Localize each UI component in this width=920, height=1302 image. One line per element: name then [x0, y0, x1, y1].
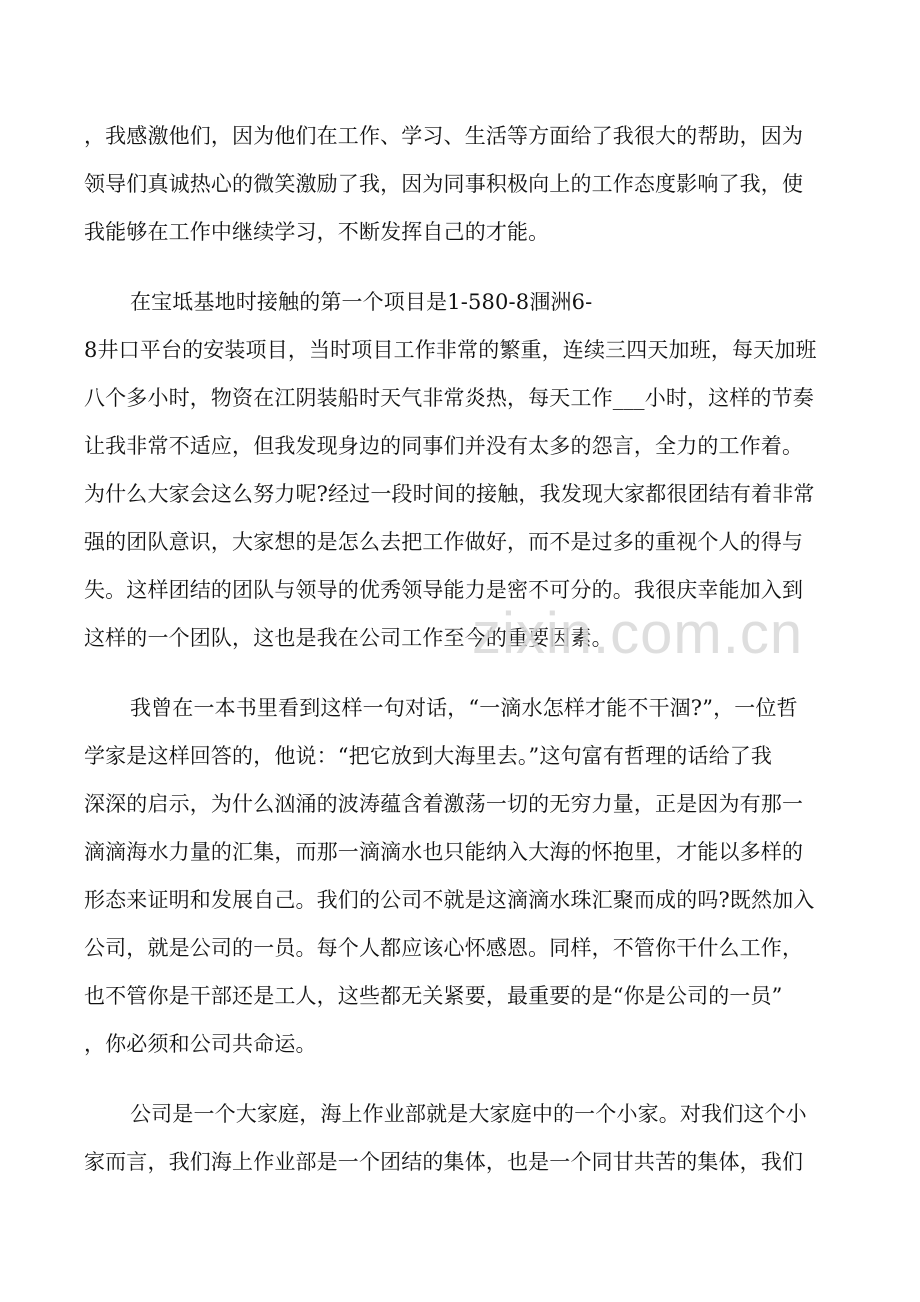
paragraph-4-line-1: 公司是一个大家庭，海上作业部就是大家庭中的一个小家。对我们这个小 [130, 1102, 807, 1126]
paragraph-2-line-3: 八个多小时，物资在江阴装船时天气非常炎热，每天工作___小时，这样的节奏 [84, 386, 814, 410]
paragraph-2-line-2: 8井口平台的安装项目，当时项目工作非常的繁重，连续三四天加班，每天加班 [84, 338, 817, 362]
paragraph-4-line-2: 家而言，我们海上作业部是一个团结的集体，也是一个同甘共苦的集体，我们 [84, 1150, 804, 1174]
paragraph-3-line-4: 滴滴海水力量的汇集，而那一滴滴水也只能纳入大海的怀抱里，才能以多样的 [84, 840, 804, 864]
paragraph-2-line-5: 为什么大家会这么努力呢?经过一段时间的接触，我发现大家都很团结有着非常 [84, 482, 815, 506]
paragraph-1-line-1: ，我感激他们，因为他们在工作、学习、生活等方面给了我很大的帮助，因为 [84, 124, 804, 148]
document-page [84, 0, 840, 1302]
paragraph-3-line-2: 学家是这样回答的，他说：“把它放到大海里去。”这句富有哲理的话给了我 [84, 744, 773, 768]
paragraph-3-line-1: 我曾在一本书里看到这样一句对话，“一滴水怎样才能不干涸?”，一位哲 [130, 696, 798, 720]
paragraph-1-line-3: 我能够在工作中继续学习，不断发挥自己的才能。 [84, 220, 550, 244]
paragraph-2-line-7: 失。这样团结的团队与领导的优秀领导能力是密不可分的。我很庆幸能加入到 [84, 578, 804, 602]
paragraph-2-line-8: 这样的一个团队，这也是我在公司工作至今的重要因素。 [84, 626, 613, 650]
paragraph-3-line-3: 深深的启示，为什么汹涌的波涛蕴含着激荡一切的无穷力量，正是因为有那一 [84, 792, 804, 816]
paragraph-3-line-6: 公司，就是公司的一员。每个人都应该心怀感恩。同样，不管你干什么工作， [84, 936, 804, 960]
site-watermark: zixin.com.cn [472, 601, 804, 666]
paragraph-2-line-4: 让我非常不适应，但我发现身边的同事们并没有太多的怨言，全力的工作着。 [84, 434, 804, 458]
paragraph-1-line-2: 领导们真诚热心的微笑激励了我，因为同事积极向上的工作态度影响了我，使 [84, 172, 804, 196]
paragraph-3-line-7: 也不管你是干部还是工人，这些都无关紧要，最重要的是“你是公司的一员” [84, 984, 783, 1008]
paragraph-3-line-8: ，你必须和公司共命运。 [84, 1032, 317, 1056]
paragraph-3-line-5: 形态来证明和发展自己。我们的公司不就是这滴滴水珠汇聚而成的吗?既然加入 [84, 888, 815, 912]
paragraph-2-line-1: 在宝坻基地时接触的第一个项目是1-580-8涠洲6- [130, 290, 593, 314]
paragraph-2-line-6: 强的团队意识，大家想的是怎么去把工作做好，而不是过多的重视个人的得与 [84, 530, 804, 554]
